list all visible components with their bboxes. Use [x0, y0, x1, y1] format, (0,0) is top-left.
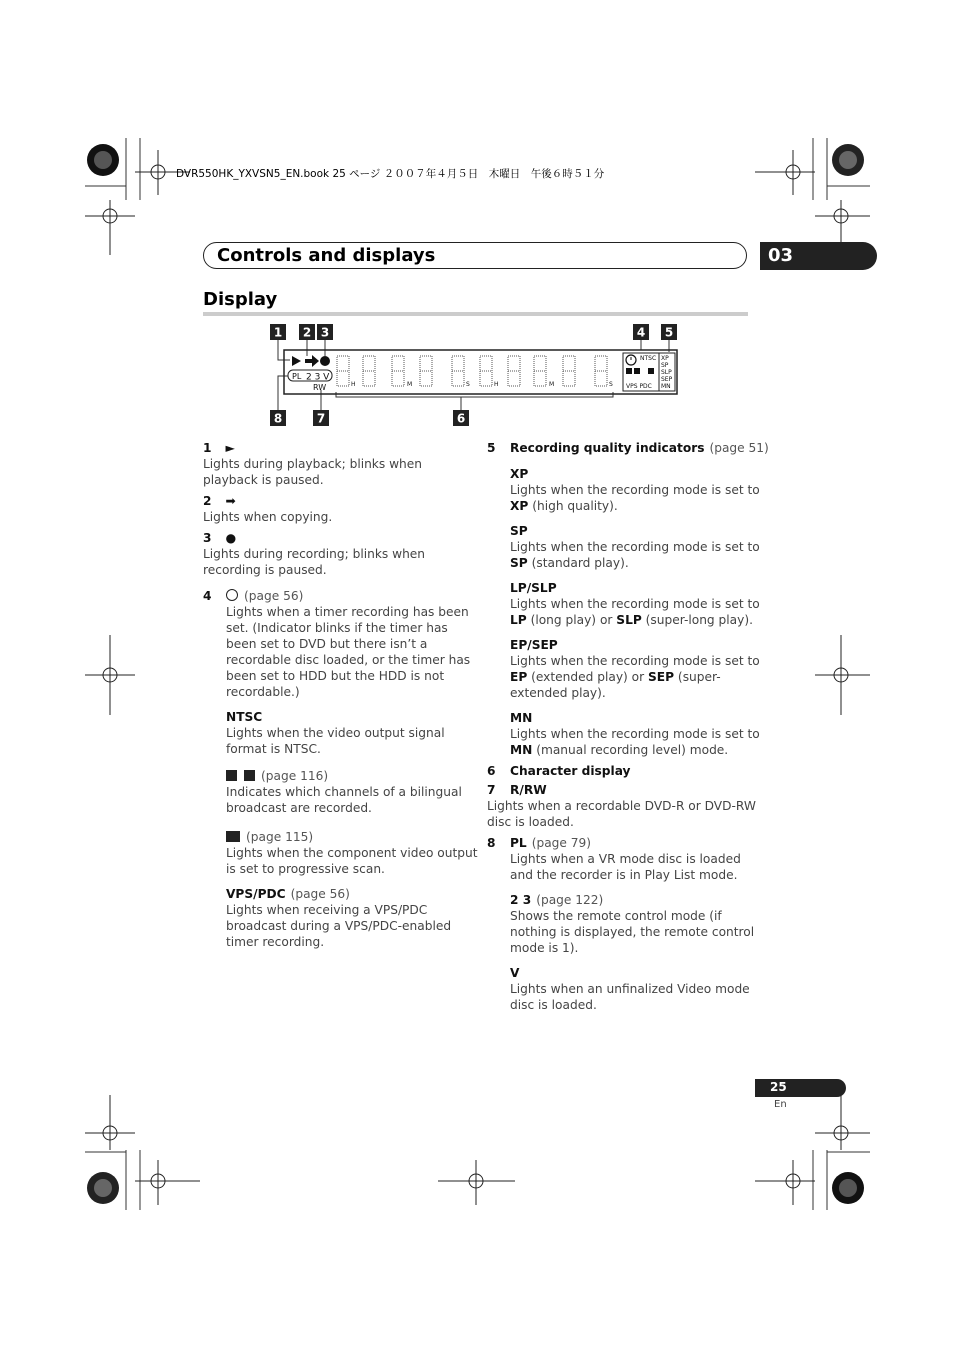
- left-column: 1 ► Lights during playback; blinks when playback is paused. 2 ➡ Lights when copying. 3 ● Lights during recording; blinks when recording is paused. 4 (page 56) Lights when a timer recording has been set. (Indicator blinks if the timer has been set to DVD but there isn’t a recordable disc loaded, or the timer has been set to HDD but the HDD is not recordable.) NTSC Lights when the video output signal format is NTSC. (page 116) Indicates which channels of a bilingual broadcast are recorded. (page 115) Lights when the component video output is set to progressive scan. VPS/PDC (page 56) Lights when receiving a VPS/PDC broadcast during a VPS/PDC-enabled timer recording.: [203, 441, 478, 949]
- page-tab: [755, 1079, 846, 1097]
- page-number: 25: [770, 1080, 787, 1094]
- svg-text:7: 7: [316, 411, 326, 426]
- character-display-segments: [337, 356, 607, 386]
- chapter-number: 03: [768, 245, 794, 266]
- svg-text:SP: SP: [661, 362, 669, 369]
- right-column: 5 Recording quality indicators (page 51) XP Lights when the recording mode is set to XP (high quality). SP Lights when the recording mode is set to SP (standard play). LP/SLP Lights when the recording mode is set to LP (long play) or SLP (super-long play). EP/SEP Lights when the recording mode is set to EP (extended play) or SEP (super- extended play). MN Lights when the recording mode is set to MN (manual recording level) mode. 6 Character display 7 R/RW Lights when a recordable DVD-R or DVD-RW disc is loaded. 8 PL (page 79) Lights when a VR mode disc is loaded and the recorder is in Play List mode. 2 3 (page 122) Shows the remote control mode (if nothing is displayed, the remote control mode is 1). V Lights when an unfinalized Video mode disc is loaded.: [487, 441, 769, 1012]
- digits-label: 2 3 V: [306, 372, 330, 383]
- svg-text:3: 3: [320, 325, 330, 340]
- play-icon: ►: [225, 441, 235, 455]
- svg-text:NTSC: NTSC: [640, 355, 657, 362]
- pl-label: PL: [292, 372, 302, 381]
- section-title: Display: [203, 289, 278, 310]
- front-panel-display-diagram: [268, 320, 688, 432]
- file-header: DVR550HK_YXVSN5_EN.book 25 ページ ２００７年４月５日 木曜日 午後６時５１分: [176, 168, 605, 180]
- progressive-icon: [226, 831, 240, 842]
- callout-2: [299, 324, 315, 340]
- record-dot-icon: ●: [225, 531, 237, 545]
- section-rule: [203, 312, 748, 316]
- svg-text:1: 1: [273, 325, 283, 340]
- svg-text:6: 6: [456, 411, 466, 426]
- copy-arrow-icon: ➡: [225, 494, 236, 508]
- record-dot-icon: [320, 356, 330, 366]
- svg-text:MN: MN: [661, 383, 671, 390]
- page-language: En: [774, 1099, 787, 1110]
- svg-text:H: H: [494, 381, 499, 388]
- chapter-title: Controls and displays: [217, 245, 436, 266]
- svg-text:4: 4: [636, 325, 646, 340]
- callout-1: [270, 324, 286, 340]
- copy-arrow-icon: [305, 355, 319, 367]
- svg-text:SLP: SLP: [661, 369, 672, 376]
- callout-6: [453, 410, 469, 426]
- callout-4: [633, 324, 649, 340]
- svg-text:H: H: [351, 381, 356, 388]
- svg-text:8: 8: [273, 411, 283, 426]
- svg-text:2: 2: [302, 325, 312, 340]
- timer-icon: [226, 589, 238, 601]
- callout-7: [313, 410, 329, 426]
- play-icon: [292, 356, 301, 366]
- callout-5: [661, 324, 677, 340]
- callout-8: [270, 410, 286, 426]
- callout-3: [317, 324, 333, 340]
- svg-text:VPS PDC: VPS PDC: [626, 383, 652, 390]
- svg-text:M: M: [549, 381, 555, 388]
- lr-icon: [226, 770, 237, 781]
- svg-text:SEP: SEP: [661, 376, 673, 383]
- svg-text:M: M: [407, 381, 413, 388]
- svg-text:5: 5: [664, 325, 674, 340]
- svg-text:S: S: [466, 381, 470, 388]
- svg-text:S: S: [609, 381, 613, 388]
- svg-text:XP: XP: [661, 355, 669, 362]
- rw-label: RW: [313, 383, 327, 392]
